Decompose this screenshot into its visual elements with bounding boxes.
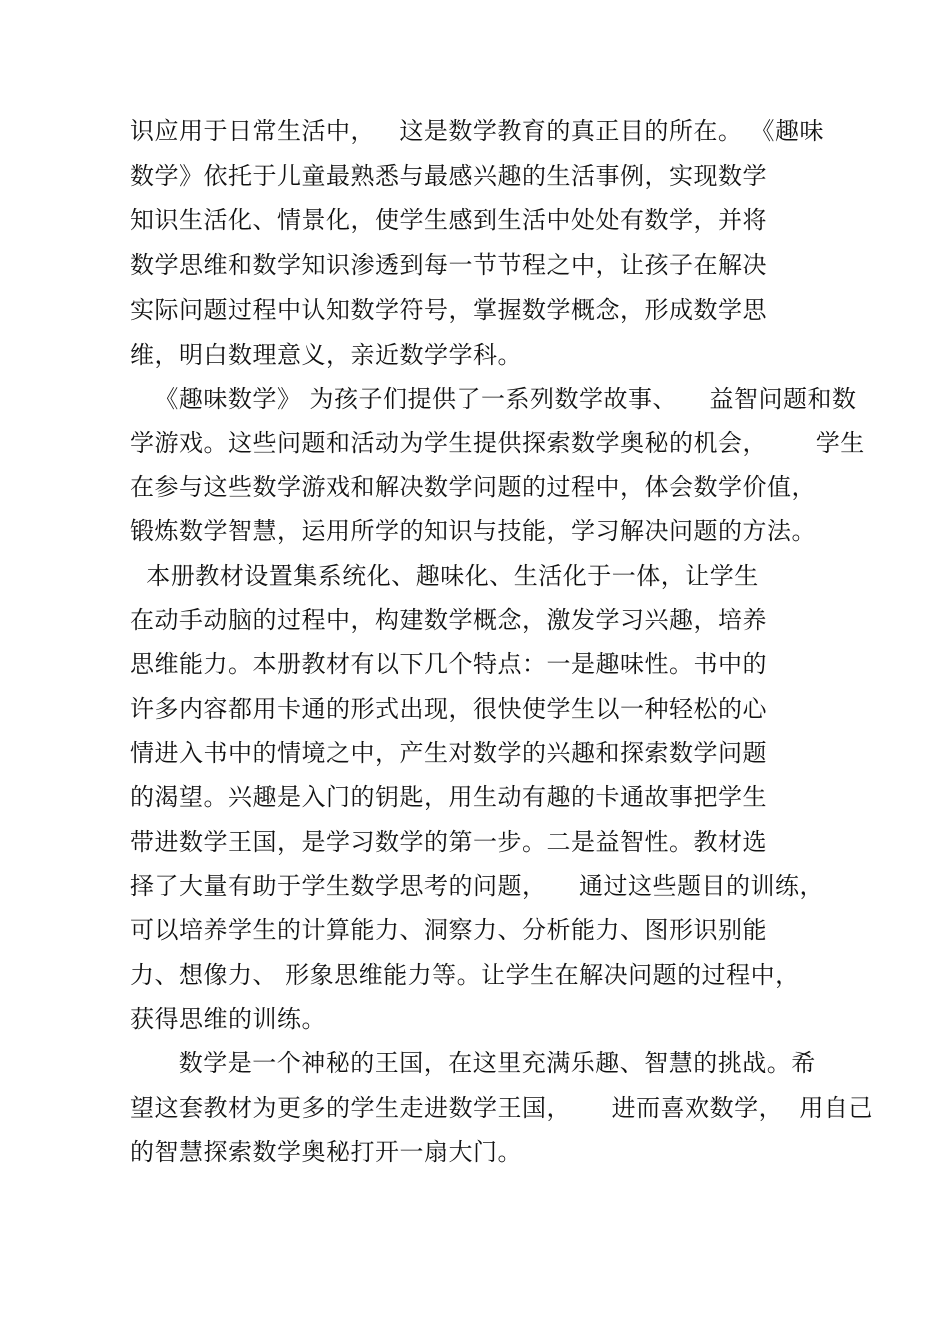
text-line: 数学思维和数学知识渗透到每一节节程之中，让孩子在解决 — [130, 251, 767, 279]
text-line: 在动手动脑的过程中，构建数学概念，激发学习兴趣，培养 — [130, 606, 767, 634]
text-line: 识应用于日常生活中， 这是数学教育的真正目的所在。 《趣味 — [130, 117, 825, 145]
text-line: 望这套教材为更多的学生走进数学王国， 进而喜欢数学， 用自己 — [130, 1094, 873, 1122]
text-line: 学游戏。这些问题和活动为学生提供探索数学奥秘的机会， 学生 — [130, 429, 865, 457]
text-line: 在参与这些数学游戏和解决数学问题的过程中，体会数学价值， — [130, 473, 816, 501]
text-line: 思维能力。本册教材有以下几个特点：一是趣味性。书中的 — [130, 650, 767, 678]
text-line: 维，明白数理意义，亲近数学学科。 — [130, 341, 522, 369]
text-line: 许多内容都用卡通的形式出现，很快使学生以一种轻松的心 — [130, 695, 767, 723]
text-line: 锻炼数学智慧，运用所学的知识与技能，学习解决问题的方法。 — [130, 517, 816, 545]
text-line: 情进入书中的情境之中，产生对数学的兴趣和探索数学问题 — [130, 739, 767, 767]
text-line: 的智慧探索数学奥秘打开一扇大门。 — [130, 1138, 522, 1166]
text-line: 数学》依托于儿童最熟悉与最感兴趣的生活事例，实现数学 — [130, 162, 767, 190]
text-line: 的渴望。兴趣是入门的钥匙，用生动有趣的卡通故事把学生 — [130, 783, 767, 811]
text-line: 本册教材设置集系统化、趣味化、生活化于一体，让学生 — [130, 562, 759, 590]
text-line: 《趣味数学》 为孩子们提供了一系列数学故事、 益智问题和数 — [130, 385, 857, 413]
text-line: 数学是一个神秘的王国，在这里充满乐趣、智慧的挑战。希 — [130, 1049, 816, 1077]
text-line: 带进数学王国，是学习数学的第一步。二是益智性。教材选 — [130, 828, 767, 856]
text-line: 力、想像力、 形象思维能力等。让学生在解决问题的过程中， — [130, 961, 800, 989]
text-line: 实际问题过程中认知数学符号，掌握数学概念，形成数学思 — [130, 296, 767, 324]
text-line: 知识生活化、情景化，使学生感到生活中处处有数学，并将 — [130, 206, 767, 234]
text-line: 择了大量有助于学生数学思考的问题， 通过这些题目的训练， — [130, 872, 825, 900]
text-line: 可以培养学生的计算能力、洞察力、分析能力、图形识别能 — [130, 916, 767, 944]
text-line: 获得思维的训练。 — [130, 1005, 326, 1033]
